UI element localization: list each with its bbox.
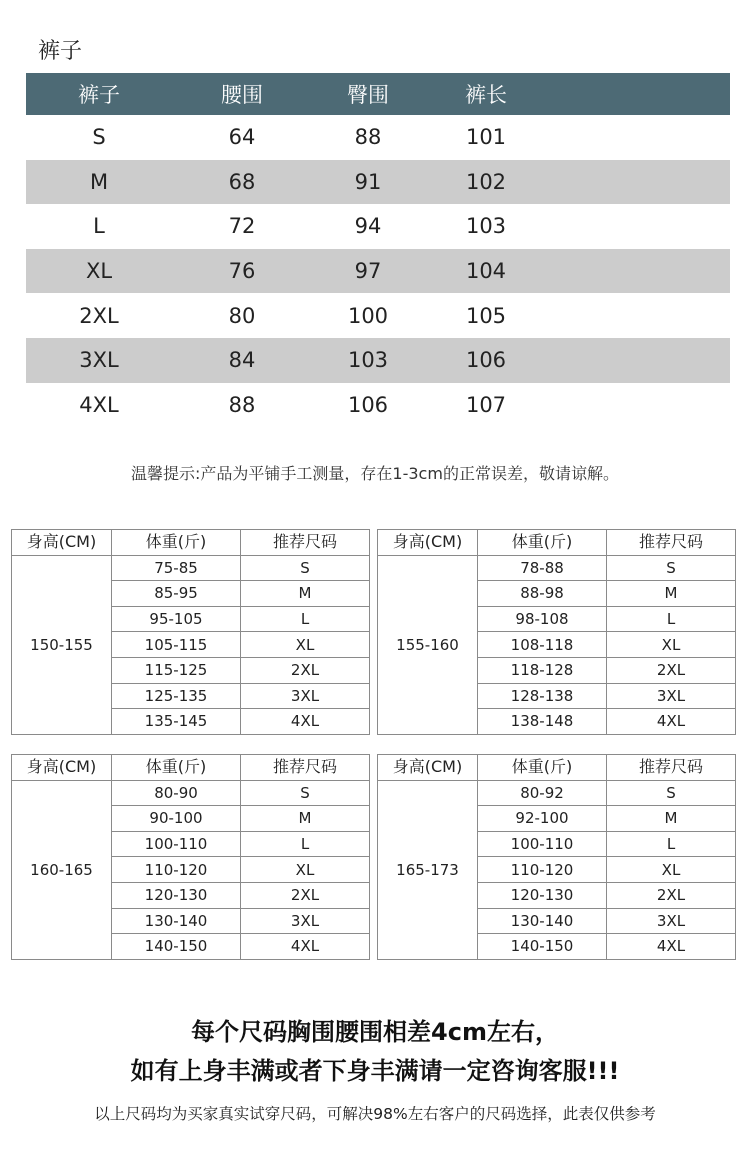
- weight-cell: 78-88: [478, 555, 607, 581]
- weight-cell: 130-140: [112, 908, 241, 934]
- weight-cell: 125-135: [112, 683, 241, 709]
- waist-cell: 84: [228, 348, 256, 373]
- size-cell: 4XL: [79, 392, 119, 417]
- header-cell: 体重(斤): [478, 530, 607, 556]
- hip-cell: 106: [347, 392, 389, 417]
- header-cell: 裤子: [78, 83, 120, 107]
- size-cell: 3XL: [607, 683, 736, 709]
- size-cell: 4XL: [607, 934, 736, 960]
- size-cell: XL: [607, 632, 736, 658]
- table-header-row: [378, 755, 736, 781]
- weight-cell: 100-110: [478, 831, 607, 857]
- size-cell: 4XL: [241, 709, 370, 735]
- size-cell: S: [607, 780, 736, 806]
- table-row: [26, 338, 730, 383]
- size-recommendation-table: [377, 529, 736, 735]
- weight-cell: 92-100: [478, 806, 607, 832]
- table-row: [12, 780, 370, 806]
- weight-cell: 95-105: [112, 606, 241, 632]
- weight-cell: 108-118: [478, 632, 607, 658]
- table-row: [12, 555, 370, 581]
- header-cell: 推荐尺码: [607, 530, 736, 556]
- weight-cell: 98-108: [478, 606, 607, 632]
- height-range-cell: 160-165: [12, 780, 112, 959]
- header-cell: 推荐尺码: [607, 755, 736, 781]
- hip-cell: 100: [347, 303, 389, 328]
- length-cell: 101: [465, 125, 507, 150]
- header-cell: 体重(斤): [478, 755, 607, 781]
- hip-cell: 88: [354, 125, 382, 150]
- size-cell: XL: [241, 857, 370, 883]
- size-cell: M: [607, 806, 736, 832]
- table-row: [378, 555, 736, 581]
- size-recommendation-table: [11, 529, 370, 735]
- header-cell: 裤长: [465, 83, 507, 107]
- header-cell: 推荐尺码: [241, 530, 370, 556]
- size-cell: S: [241, 555, 370, 581]
- hip-cell: 91: [354, 169, 382, 194]
- weight-cell: 120-130: [478, 882, 607, 908]
- header-cell: 推荐尺码: [241, 755, 370, 781]
- size-cell: S: [92, 125, 106, 150]
- hip-cell: 94: [354, 214, 382, 239]
- size-cell: 3XL: [241, 908, 370, 934]
- header-cell: 身高(CM): [378, 755, 478, 781]
- header-cell: 体重(斤): [112, 755, 241, 781]
- height-range-cell: 165-173: [378, 780, 478, 959]
- weight-cell: 128-138: [478, 683, 607, 709]
- waist-cell: 72: [228, 214, 256, 239]
- size-cell: 2XL: [607, 882, 736, 908]
- size-cell: L: [607, 831, 736, 857]
- section-title: 裤子: [38, 39, 83, 64]
- weight-cell: 100-110: [112, 831, 241, 857]
- weight-cell: 105-115: [112, 632, 241, 658]
- waist-cell: 88: [228, 392, 256, 417]
- size-cell: XL: [85, 259, 113, 284]
- size-cell: M: [241, 581, 370, 607]
- length-cell: 105: [465, 303, 507, 328]
- size-difference-notice: 每个尺码胸围腰围相差4cm左右，: [191, 1018, 559, 1046]
- size-cell: 3XL: [607, 908, 736, 934]
- weight-cell: 90-100: [112, 806, 241, 832]
- weight-cell: 135-145: [112, 709, 241, 735]
- size-recommendation-table: [11, 754, 370, 960]
- size-cell: 4XL: [607, 709, 736, 735]
- pants-size-table: [26, 73, 730, 427]
- size-cell: XL: [607, 857, 736, 883]
- size-cell: M: [241, 806, 370, 832]
- size-cell: L: [93, 214, 105, 239]
- weight-cell: 140-150: [478, 934, 607, 960]
- weight-cell: 138-148: [478, 709, 607, 735]
- table-row: [26, 115, 730, 160]
- table-row: [26, 249, 730, 294]
- size-cell: L: [241, 831, 370, 857]
- weight-cell: 80-90: [112, 780, 241, 806]
- weight-cell: 75-85: [112, 555, 241, 581]
- size-cell: 3XL: [79, 348, 119, 373]
- size-cell: 2XL: [79, 303, 119, 328]
- reference-disclaimer: 以上尺码均为买家真实试穿尺码，可解决98%左右客户的尺码选择，此表仅供参考: [94, 1105, 656, 1123]
- hip-cell: 103: [347, 348, 389, 373]
- weight-cell: 120-130: [112, 882, 241, 908]
- height-range-cell: 150-155: [12, 555, 112, 734]
- size-cell: 2XL: [241, 657, 370, 683]
- size-cell: M: [89, 169, 109, 194]
- table-row: [26, 204, 730, 249]
- contact-service-notice: 如有上身丰满或者下身丰满请一定咨询客服!!!: [130, 1057, 620, 1085]
- height-range-cell: 155-160: [378, 555, 478, 734]
- weight-cell: 110-120: [112, 857, 241, 883]
- waist-cell: 64: [228, 125, 256, 150]
- size-recommendation-table: [377, 754, 736, 960]
- size-cell: S: [607, 555, 736, 581]
- table-header-row: [378, 530, 736, 556]
- length-cell: 107: [465, 392, 507, 417]
- measurement-tip: 温馨提示:产品为平铺手工测量，存在1-3cm的正常误差，敬请谅解。: [131, 464, 619, 483]
- table-row: [378, 780, 736, 806]
- weight-cell: 80-92: [478, 780, 607, 806]
- weight-cell: 88-98: [478, 581, 607, 607]
- table-header-row: [26, 73, 730, 115]
- length-cell: 104: [465, 259, 507, 284]
- table-header-row: [12, 755, 370, 781]
- size-cell: 2XL: [241, 882, 370, 908]
- waist-cell: 76: [228, 259, 256, 284]
- hip-cell: 97: [354, 259, 382, 284]
- weight-cell: 140-150: [112, 934, 241, 960]
- size-cell: 4XL: [241, 934, 370, 960]
- weight-cell: 85-95: [112, 581, 241, 607]
- size-cell: L: [241, 606, 370, 632]
- weight-cell: 115-125: [112, 657, 241, 683]
- weight-cell: 130-140: [478, 908, 607, 934]
- size-cell: XL: [241, 632, 370, 658]
- header-cell: 臀围: [347, 83, 389, 107]
- header-cell: 身高(CM): [12, 530, 112, 556]
- waist-cell: 68: [228, 169, 256, 194]
- header-cell: 腰围: [221, 83, 263, 107]
- size-cell: 3XL: [241, 683, 370, 709]
- header-cell: 身高(CM): [378, 530, 478, 556]
- weight-cell: 110-120: [478, 857, 607, 883]
- table-row: [26, 293, 730, 338]
- table-row: [26, 383, 730, 428]
- size-cell: M: [607, 581, 736, 607]
- header-cell: 身高(CM): [12, 755, 112, 781]
- length-cell: 103: [465, 214, 507, 239]
- length-cell: 106: [465, 348, 507, 373]
- size-cell: 2XL: [607, 657, 736, 683]
- weight-cell: 118-128: [478, 657, 607, 683]
- table-header-row: [12, 530, 370, 556]
- length-cell: 102: [465, 169, 507, 194]
- size-cell: L: [607, 606, 736, 632]
- waist-cell: 80: [228, 303, 256, 328]
- header-cell: 体重(斤): [112, 530, 241, 556]
- table-row: [26, 160, 730, 205]
- size-cell: S: [241, 780, 370, 806]
